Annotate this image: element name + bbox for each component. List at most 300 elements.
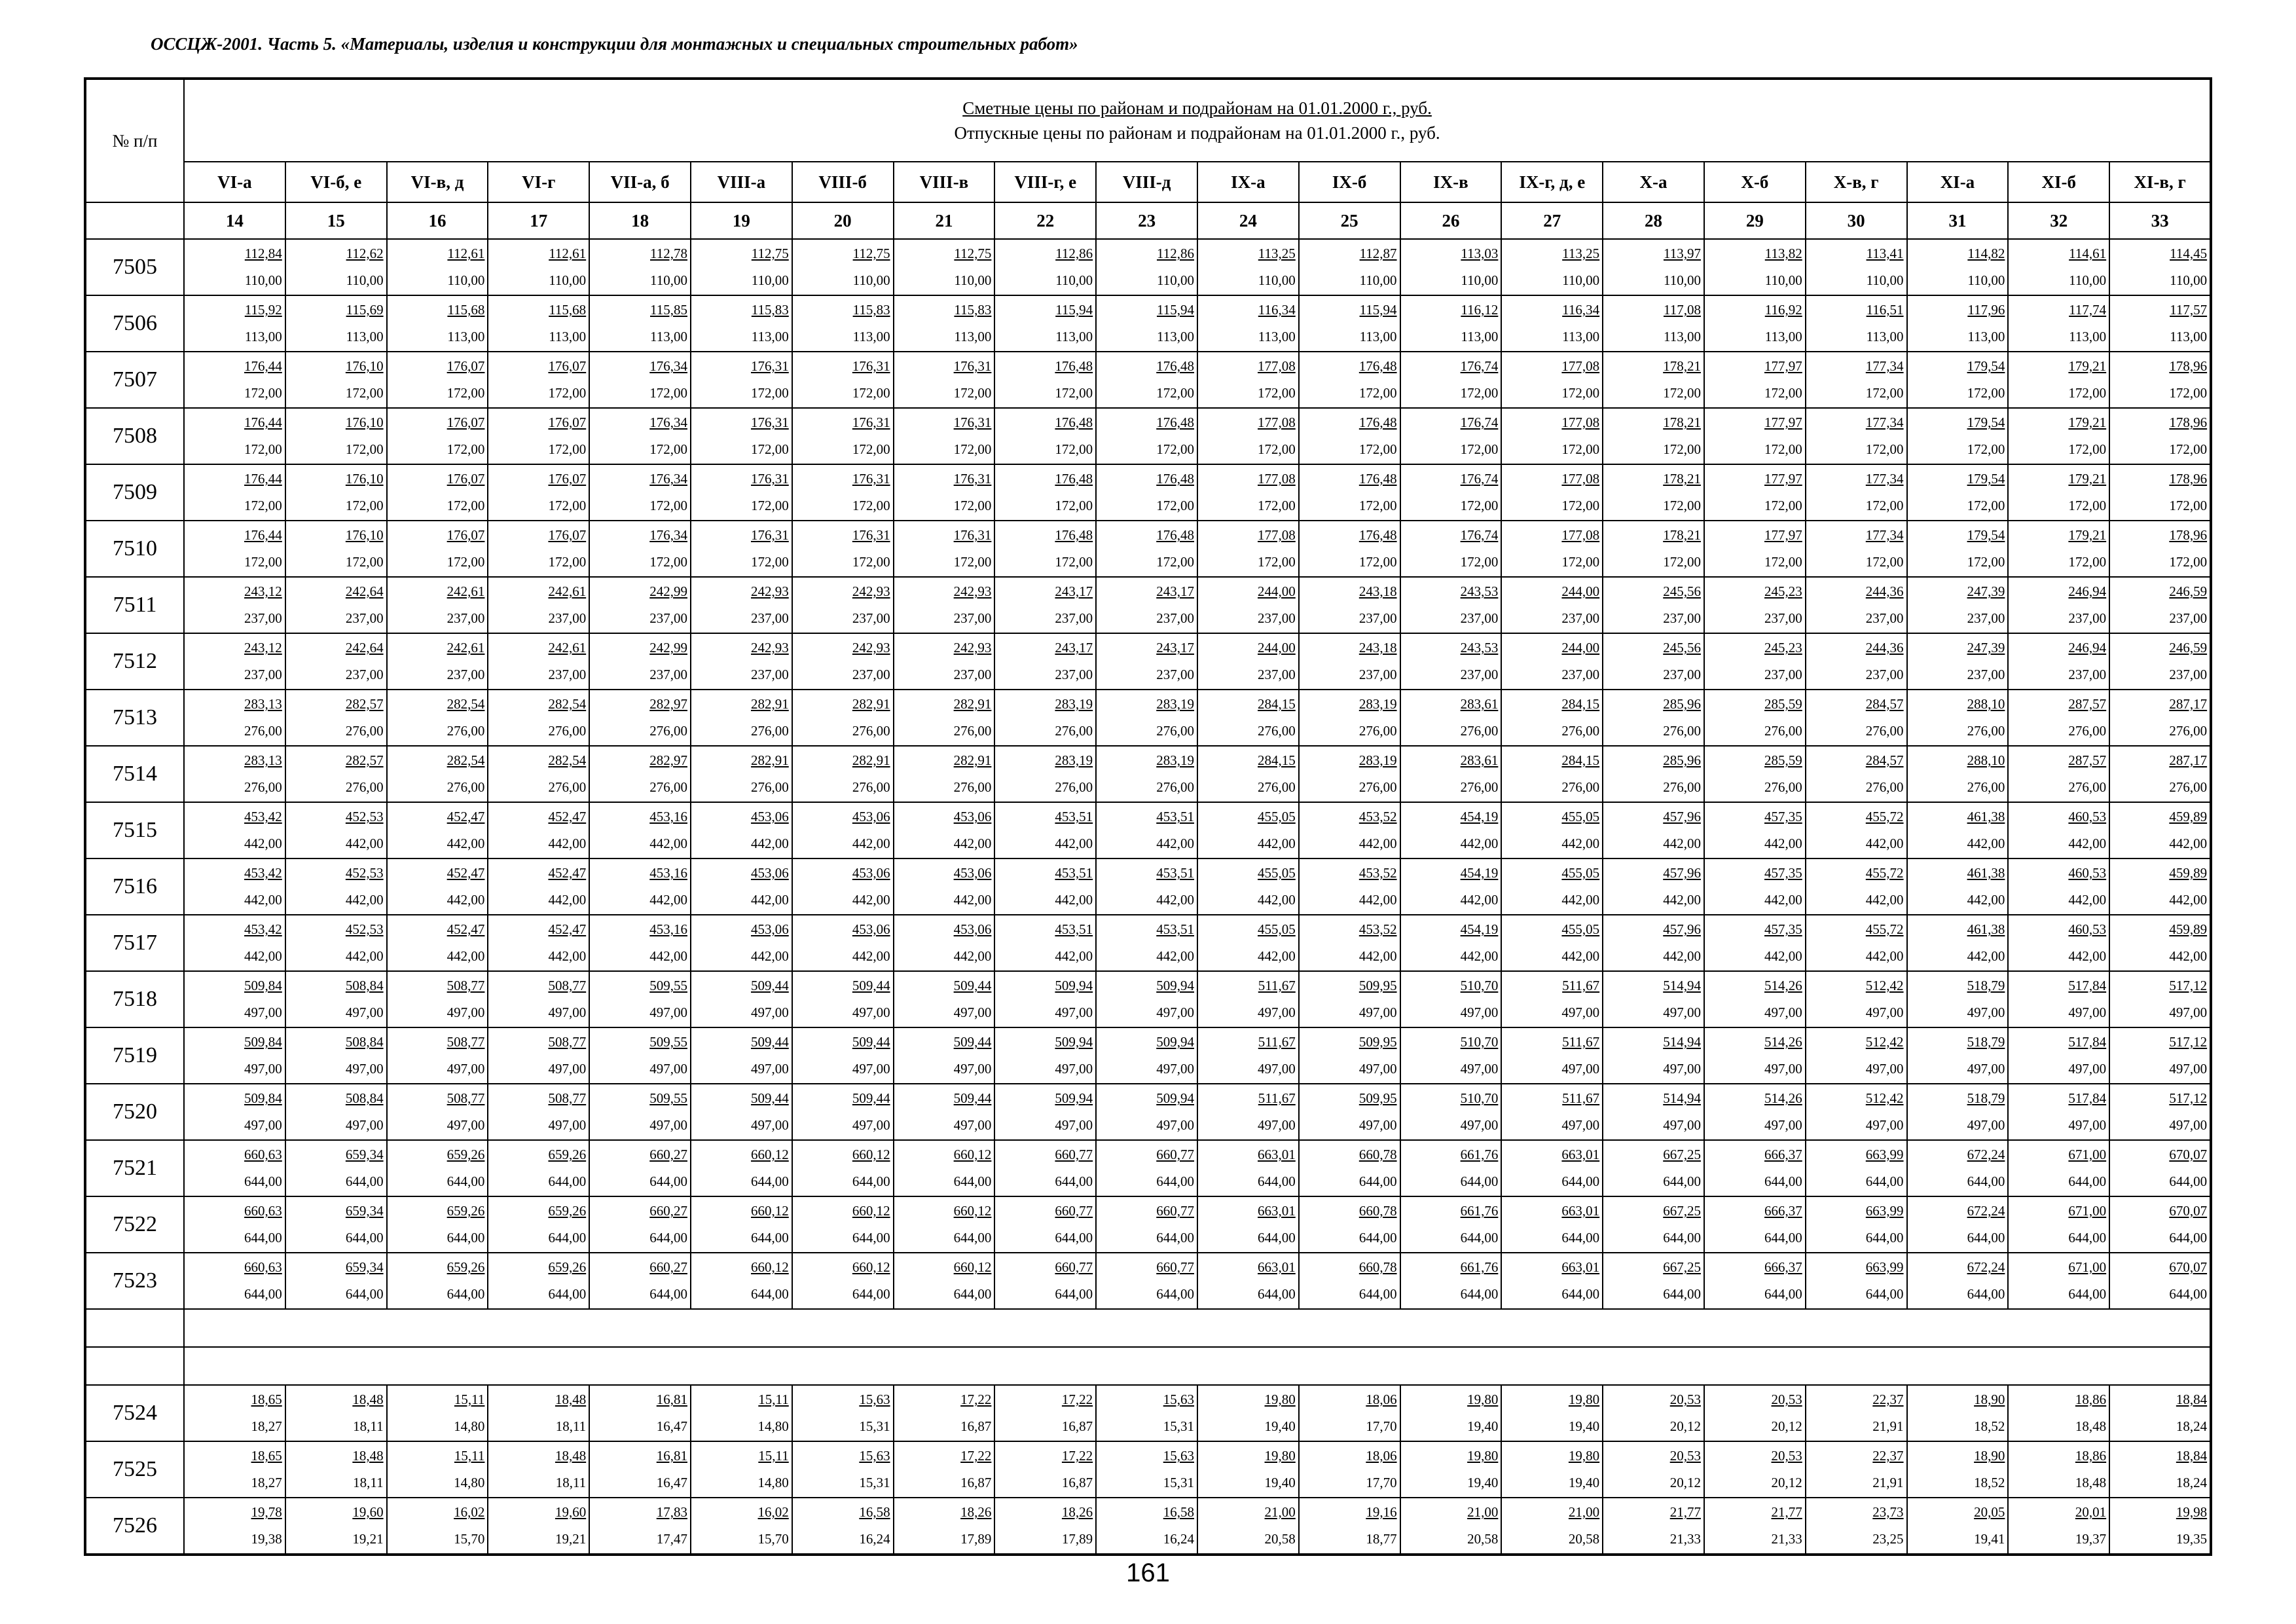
release-price: 20,12 [1771,1475,1802,1490]
estimate-price: 661,76 [1460,1259,1499,1275]
release-price: 172,00 [953,441,992,457]
price-cell [1501,1140,1603,1196]
price-cell [994,1027,1096,1084]
estimate-price: 176,44 [244,358,282,374]
release-price: 276,00 [1967,723,2005,739]
estimate-price: 283,19 [1358,752,1397,768]
price-cell [488,1385,589,1441]
price-cell [1907,1084,2009,1140]
release-price: 644,00 [1258,1230,1296,1246]
estimate-price: 284,15 [1561,752,1600,768]
release-price: 18,11 [353,1418,384,1434]
column-number: 16 [387,202,488,239]
price-cell [1197,1027,1299,1084]
estimate-price: 16,81 [656,1392,687,1407]
column-number-blank [85,202,184,239]
release-price: 276,00 [244,779,282,795]
release-price: 172,00 [2169,498,2208,513]
release-price: 20,12 [1669,1475,1701,1490]
price-cell [589,577,691,633]
estimate-price: 672,24 [1967,1147,2005,1162]
price-cell [488,1027,589,1084]
release-price: 276,00 [1258,779,1296,795]
price-cell [994,858,1096,915]
release-price: 172,00 [649,385,687,401]
estimate-price: 176,74 [1460,471,1499,487]
price-cell [1096,633,1197,690]
price-cell [184,1140,285,1196]
price-cell [387,746,488,802]
estimate-price: 177,34 [1865,527,1904,543]
estimate-price: 177,34 [1865,471,1904,487]
estimate-price: 660,77 [1156,1147,1194,1162]
release-price: 237,00 [1055,610,1093,626]
estimate-price: 460,53 [2068,865,2107,881]
column-number: 27 [1501,202,1603,239]
district-header: VIII-д [1096,162,1197,202]
estimate-price: 282,91 [751,696,789,712]
price-cell [589,239,691,295]
spacer-cell [184,1347,2211,1385]
estimate-price: 282,91 [852,752,890,768]
release-price: 644,00 [649,1286,687,1302]
estimate-price: 116,34 [1562,302,1600,318]
release-price: 237,00 [2068,610,2107,626]
release-price: 644,00 [548,1230,587,1246]
release-price: 172,00 [1156,498,1194,513]
estimate-price: 453,06 [953,809,992,824]
price-cell [1704,239,1806,295]
estimate-price: 663,01 [1561,1203,1600,1219]
release-price: 497,00 [446,1005,485,1020]
estimate-price: 453,42 [244,809,282,824]
release-price: 644,00 [1967,1286,2005,1302]
price-cell [1806,295,1907,352]
release-price: 497,00 [1156,1061,1194,1077]
price-cell [1907,408,2009,464]
estimate-price: 453,06 [953,865,992,881]
estimate-price: 452,53 [345,809,384,824]
release-price: 21,33 [1771,1531,1802,1547]
estimate-price: 660,63 [244,1203,282,1219]
price-cell [387,239,488,295]
table-row [85,746,2211,802]
district-header: XI-в, г [2109,162,2211,202]
price-cell [1806,690,1907,746]
estimate-price: 452,47 [446,921,485,937]
estimate-price: 176,07 [548,527,587,543]
release-price: 497,00 [2068,1005,2107,1020]
release-price: 237,00 [1967,667,2005,682]
district-header: VII-а, б [589,162,691,202]
estimate-price: 509,94 [1055,1034,1093,1050]
price-cell [1704,1441,1806,1498]
estimate-price: 672,24 [1967,1203,2005,1219]
release-price: 497,00 [548,1005,587,1020]
row-number: 7514 [85,746,184,802]
price-cell [1704,1196,1806,1253]
estimate-price: 453,51 [1055,865,1093,881]
price-cell [184,464,285,521]
price-cell [792,295,894,352]
price-cell [691,1027,792,1084]
release-price: 172,00 [1561,498,1600,513]
price-cell [1806,577,1907,633]
price-cell [2008,1253,2109,1309]
price-cell [1299,690,1400,746]
estimate-price: 243,17 [1055,640,1093,655]
release-price: 442,00 [548,892,587,908]
release-price: 644,00 [1460,1230,1499,1246]
release-price: 497,00 [953,1061,992,1077]
price-cell [1603,1196,1704,1253]
price-cell [1299,1498,1400,1555]
release-price: 497,00 [1055,1005,1093,1020]
price-cell [1400,464,1502,521]
release-price: 172,00 [1258,441,1296,457]
release-price: 644,00 [548,1286,587,1302]
estimate-price: 663,01 [1258,1203,1296,1219]
release-price: 19,40 [1264,1418,1296,1434]
price-cell [1806,633,1907,690]
price-cell [1299,1196,1400,1253]
estimate-price: 242,61 [548,583,587,599]
release-price: 497,00 [1055,1061,1093,1077]
release-price: 18,24 [2176,1418,2208,1434]
price-cell [589,408,691,464]
release-price: 497,00 [953,1005,992,1020]
estimate-price: 242,64 [345,583,384,599]
estimate-price: 452,47 [548,921,587,937]
price-cell [792,352,894,408]
price-cell [2008,1084,2109,1140]
estimate-price: 176,48 [1358,358,1397,374]
estimate-price: 453,51 [1156,921,1194,937]
release-price: 442,00 [1156,892,1194,908]
release-price: 644,00 [1358,1173,1397,1189]
price-cell [387,1253,488,1309]
price-cell [1400,1253,1502,1309]
estimate-price: 176,48 [1358,527,1397,543]
estimate-price: 116,92 [1764,302,1802,318]
estimate-price: 517,12 [2169,978,2208,993]
row-number: 7506 [85,295,184,352]
release-price: 172,00 [2169,385,2208,401]
estimate-price: 176,44 [244,527,282,543]
release-price: 276,00 [1561,779,1600,795]
estimate-price: 15,63 [859,1448,890,1464]
release-price: 276,00 [649,779,687,795]
estimate-price: 660,27 [649,1259,687,1275]
estimate-price: 18,48 [352,1448,384,1464]
price-cell [285,971,387,1027]
release-price: 110,00 [1764,272,1802,288]
price-cell [1907,295,2009,352]
estimate-price: 176,07 [446,527,485,543]
release-price: 644,00 [1156,1286,1194,1302]
price-cell [1907,352,2009,408]
price-cell [691,971,792,1027]
release-price: 16,47 [656,1418,687,1434]
release-price: 172,00 [1561,441,1600,457]
release-price: 172,00 [1764,498,1802,513]
price-cell [2008,521,2109,577]
estimate-price: 667,25 [1663,1203,1701,1219]
price-cell [792,1027,894,1084]
estimate-price: 514,26 [1764,1090,1802,1106]
release-price: 442,00 [1258,836,1296,851]
price-cell [2008,971,2109,1027]
release-price: 276,00 [1055,779,1093,795]
release-price: 497,00 [1460,1005,1499,1020]
release-price: 17,70 [1366,1475,1397,1490]
price-cell [285,858,387,915]
price-cell [2008,239,2109,295]
release-price: 442,00 [1764,892,1802,908]
estimate-price: 15,11 [454,1448,485,1464]
release-price: 172,00 [244,554,282,570]
price-cell [691,746,792,802]
price-cell [387,1498,488,1555]
estimate-price: 112,62 [346,246,384,261]
release-price: 14,80 [454,1418,485,1434]
release-price: 644,00 [1258,1173,1296,1189]
release-price: 172,00 [1358,554,1397,570]
release-price: 19,40 [1568,1475,1600,1490]
estimate-price: 509,55 [649,1034,687,1050]
estimate-price: 518,79 [1967,1090,2005,1106]
release-price: 172,00 [446,498,485,513]
release-price: 172,00 [649,441,687,457]
estimate-price: 245,56 [1663,640,1701,655]
release-price: 644,00 [446,1173,485,1189]
estimate-price: 453,06 [852,809,890,824]
spacer-row [85,1309,2211,1347]
estimate-price: 284,15 [1258,752,1296,768]
estimate-price: 283,19 [1358,696,1397,712]
release-price: 172,00 [345,441,384,457]
release-price: 276,00 [751,723,789,739]
estimate-price: 177,34 [1865,415,1904,430]
district-header: X-в, г [1806,162,1907,202]
estimate-price: 509,84 [244,978,282,993]
release-price: 442,00 [1764,836,1802,851]
price-cell [1400,746,1502,802]
estimate-price: 242,99 [649,640,687,655]
price-cell [1603,690,1704,746]
estimate-price: 514,94 [1663,1090,1701,1106]
price-cell [184,1027,285,1084]
estimate-price: 452,47 [446,809,485,824]
release-price: 442,00 [244,948,282,964]
spacer-cell [184,1309,2211,1347]
price-cell [1603,915,1704,971]
estimate-price: 21,00 [1467,1504,1499,1520]
district-header: XI-а [1907,162,2009,202]
estimate-price: 18,48 [555,1392,587,1407]
release-price: 644,00 [1561,1286,1600,1302]
estimate-price: 242,93 [751,583,789,599]
price-cell [1400,408,1502,464]
release-price: 442,00 [548,836,587,851]
release-price: 442,00 [244,836,282,851]
estimate-price: 176,31 [751,358,789,374]
release-price: 172,00 [1055,385,1093,401]
price-cell [285,408,387,464]
column-number: 29 [1704,202,1806,239]
estimate-price: 283,19 [1055,752,1093,768]
estimate-price: 457,35 [1764,921,1802,937]
price-cell [1501,239,1603,295]
release-price: 276,00 [446,723,485,739]
release-price: 172,00 [2068,441,2107,457]
estimate-price: 117,96 [1967,302,2005,318]
price-table [84,77,2212,1556]
release-price: 20,12 [1771,1418,1802,1434]
release-price: 237,00 [1460,667,1499,682]
price-cell [1197,858,1299,915]
price-cell [1096,1140,1197,1196]
estimate-price: 660,77 [1055,1147,1093,1162]
release-price: 442,00 [751,892,789,908]
estimate-price: 452,53 [345,921,384,937]
release-price: 14,80 [757,1418,789,1434]
price-cell [894,915,995,971]
price-cell [1704,295,1806,352]
release-price: 644,00 [1764,1230,1802,1246]
row-number: 7520 [85,1084,184,1140]
column-number: 14 [184,202,285,239]
price-cell [1096,295,1197,352]
release-price: 497,00 [1561,1061,1600,1077]
estimate-price: 176,31 [751,527,789,543]
price-cell [994,408,1096,464]
release-price: 442,00 [1967,892,2005,908]
estimate-price: 115,94 [1055,302,1093,318]
estimate-price: 671,00 [2068,1259,2107,1275]
estimate-price: 176,31 [852,415,890,430]
release-price: 113,00 [650,329,687,344]
estimate-price: 23,73 [1872,1504,1904,1520]
district-header: VI-б, е [285,162,387,202]
district-header-row [85,162,2211,202]
price-cell [589,1253,691,1309]
release-price: 644,00 [345,1286,384,1302]
price-cell [1197,1140,1299,1196]
column-number: 32 [2008,202,2109,239]
price-cell [1806,1441,1907,1498]
release-price: 442,00 [751,948,789,964]
release-price: 442,00 [1865,836,1904,851]
price-cell [488,1498,589,1555]
price-cell [691,1441,792,1498]
estimate-price: 283,19 [1156,752,1194,768]
estimate-price: 282,91 [751,752,789,768]
price-cell [488,521,589,577]
release-price: 237,00 [244,667,282,682]
release-price: 237,00 [649,667,687,682]
price-cell [589,295,691,352]
release-price: 110,00 [1156,272,1194,288]
release-price: 15,31 [859,1475,890,1490]
estimate-price: 179,54 [1967,415,2005,430]
release-price: 276,00 [1764,723,1802,739]
price-cell [1096,1385,1197,1441]
price-cell [1907,1027,2009,1084]
release-price: 172,00 [953,385,992,401]
price-cell [994,1385,1096,1441]
release-price: 113,00 [447,329,485,344]
price-cell [488,577,589,633]
release-price: 113,00 [1967,329,2005,344]
price-cell [285,1385,387,1441]
price-cell [1501,915,1603,971]
release-price: 276,00 [2068,723,2107,739]
price-cell [184,577,285,633]
estimate-price: 176,48 [1358,415,1397,430]
price-cell [1197,1441,1299,1498]
release-price: 442,00 [852,836,890,851]
release-price: 442,00 [1055,836,1093,851]
estimate-price: 15,63 [1163,1448,1194,1464]
price-cell [387,1027,488,1084]
estimate-price: 176,07 [548,415,587,430]
estimate-price: 455,05 [1561,809,1600,824]
estimate-price: 176,44 [244,471,282,487]
price-cell [589,971,691,1027]
estimate-price: 660,12 [751,1147,789,1162]
price-cell [1501,577,1603,633]
price-cell [589,1027,691,1084]
price-cell [1806,521,1907,577]
price-cell [184,1084,285,1140]
estimate-price: 509,44 [751,1034,789,1050]
estimate-price: 457,96 [1663,809,1701,824]
price-cell [1806,239,1907,295]
estimate-price: 285,59 [1764,752,1802,768]
district-header: VI-в, д [387,162,488,202]
estimate-price: 243,12 [244,640,282,655]
release-price: 16,47 [656,1475,687,1490]
release-price: 237,00 [1764,610,1802,626]
price-cell [488,1140,589,1196]
price-cell [1096,464,1197,521]
release-price: 110,00 [751,272,789,288]
estimate-price: 246,94 [2068,583,2107,599]
release-price: 113,00 [2170,329,2208,344]
estimate-price: 511,67 [1562,978,1600,993]
release-price: 644,00 [1764,1286,1802,1302]
estimate-price: 660,63 [244,1147,282,1162]
estimate-price: 18,65 [251,1448,282,1464]
release-price: 21,33 [1669,1531,1701,1547]
column-number: 31 [1907,202,2009,239]
release-price: 276,00 [953,779,992,795]
release-price: 19,35 [2176,1531,2208,1547]
release-price: 442,00 [1663,836,1701,851]
estimate-price: 510,70 [1460,978,1499,993]
estimate-price: 244,00 [1561,583,1600,599]
row-number: 7515 [85,802,184,858]
estimate-price: 19,80 [1467,1448,1499,1464]
release-price: 172,00 [244,498,282,513]
estimate-price: 176,74 [1460,527,1499,543]
price-cell [2008,464,2109,521]
release-price: 276,00 [852,723,890,739]
price-cell [1501,1196,1603,1253]
estimate-price: 282,97 [649,696,687,712]
release-price: 442,00 [1561,892,1600,908]
